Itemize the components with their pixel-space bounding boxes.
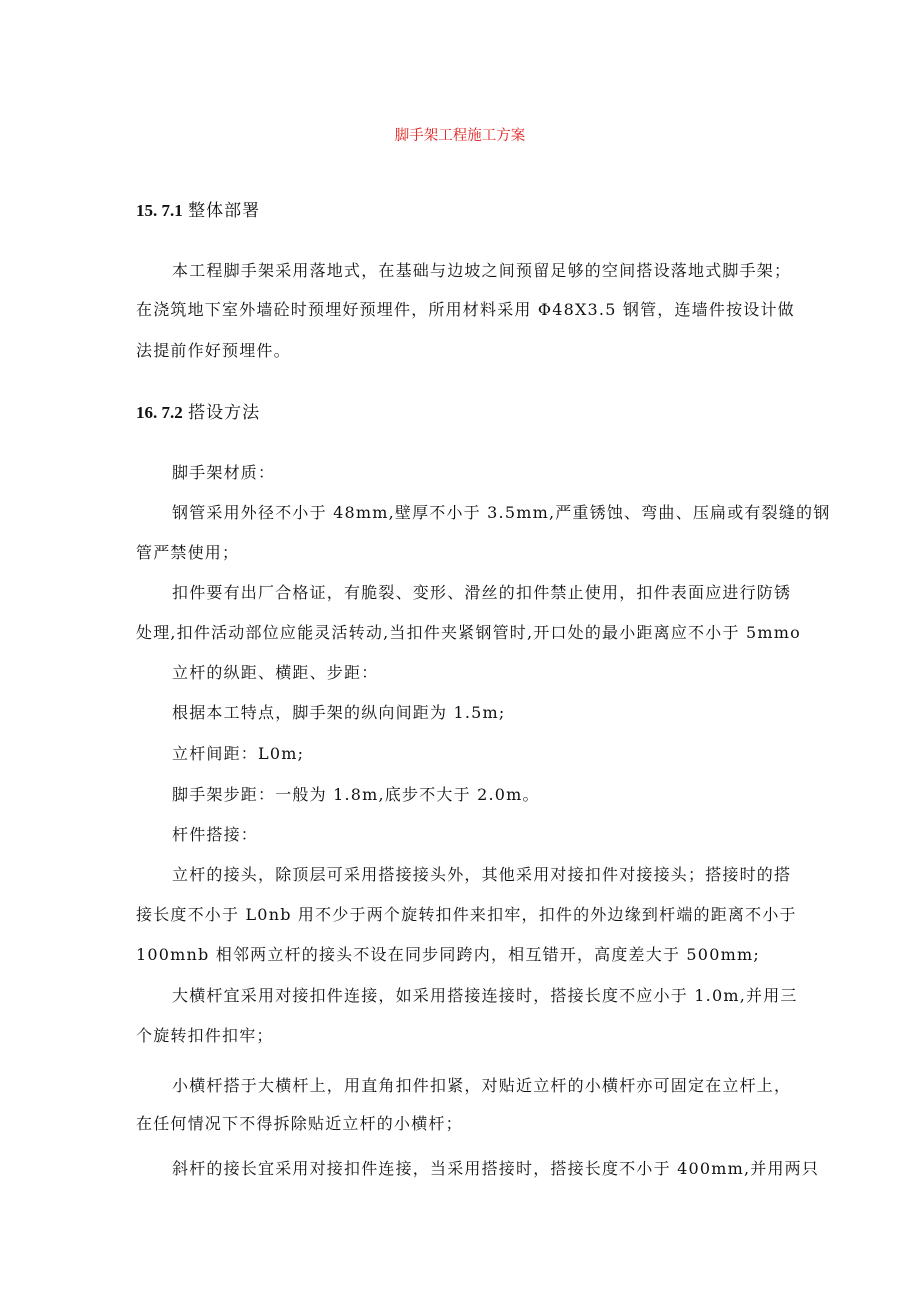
document-title: 脚手架工程施工方案: [394, 128, 526, 144]
paragraph-line: 管严禁使用；: [136, 543, 240, 562]
paragraph-line: 大横杆宜采用对接扣件连接，如采用搭接连接时，搭接长度不应小于 1.0m,并用三: [172, 986, 798, 1005]
paragraph-line: 钢管采用外径不小于 48mm,壁厚不小于 3.5mm,严重锈蚀、弯曲、压扁或有裂缝的钢: [172, 503, 831, 522]
paragraph-line: 斜杆的接长宜采用对接扣件连接，当采用搭接时，搭接长度不小于 400mm,并用两只: [172, 1159, 820, 1178]
paragraph-line: 在浇筑地下室外墙砼时预埋好预埋件，所用材料采用 Φ48X3.5 钢管，连墙件按设计做: [136, 300, 795, 319]
paragraph-line: 法提前作好预埋件。: [136, 341, 291, 360]
paragraph-line: 脚手架材质：: [172, 463, 276, 482]
paragraph-line: 接长度不小于 L0nb 用不少于两个旋转扣件来扣牢，扣件的外边缘到杆端的距离不小于: [136, 905, 797, 924]
section-title: 搭设方法: [188, 403, 261, 423]
paragraph-line: 立杆的纵距、横距、步距：: [172, 663, 379, 682]
paragraph-line: 脚手架步距：一般为 1.8m,底步不大于 2.0m。: [172, 785, 540, 804]
paragraph-line: 本工程脚手架采用落地式，在基础与边坡之间预留足够的空间搭设落地式脚手架；: [172, 261, 792, 280]
paragraph-line: 根据本工特点，脚手架的纵向间距为 1.5m;: [172, 703, 506, 722]
paragraph-line: 在任何情况下不得拆除贴近立杆的小横杆；: [136, 1114, 463, 1133]
paragraph-line: 处理,扣件活动部位应能灵活转动,当扣件夹紧钢管时,开口处的最小距离应不小于 5mmo: [136, 623, 801, 642]
section-heading-overall-deployment: [136, 196, 260, 221]
section-title: 整体部署: [188, 201, 261, 221]
section-number: 15. 7.1: [136, 201, 183, 220]
paragraph-line: 杆件搭接：: [172, 825, 259, 844]
paragraph-line: 立杆的接头，除顶层可采用搭接接头外，其他采用对接扣件对接接头；搭接时的搭: [172, 865, 792, 884]
paragraph-line: 100mnb 相邻两立杆的接头不设在同步同跨内，相互错开，高度差大于 500mm;: [136, 945, 760, 964]
paragraph-line: 立杆间距：L0m;: [172, 744, 305, 763]
section-heading-erection-method: [136, 398, 260, 423]
section-number: 16. 7.2: [136, 403, 183, 422]
paragraph-line: 小横杆搭于大横杆上，用直角扣件扣紧，对贴近立杆的小横杆亦可固定在立杆上，: [172, 1076, 792, 1095]
paragraph-line: 个旋转扣件扣牢；: [136, 1026, 274, 1045]
paragraph-line: 扣件要有出厂合格证，有脆裂、变形、滑丝的扣件禁止使用，扣件表面应进行防锈: [172, 583, 792, 602]
